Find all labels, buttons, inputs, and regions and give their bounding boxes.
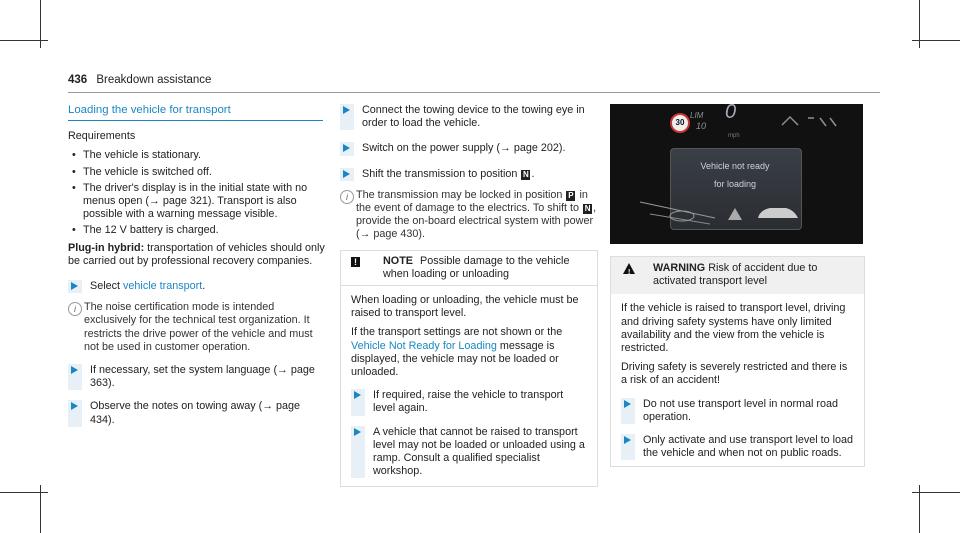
requirement-item: • The vehicle is stationary. xyxy=(68,149,326,162)
gear-p-icon: P xyxy=(568,190,574,200)
requirements-label: Requirements xyxy=(68,130,136,143)
note-title: Possible damage to the vehicle when loading or unloading xyxy=(383,254,570,280)
crop-mark xyxy=(0,40,48,41)
step-towing-notes xyxy=(68,400,326,426)
crop-mark xyxy=(0,492,48,493)
info-icon: i xyxy=(340,190,354,204)
step-select-transport xyxy=(68,280,326,293)
arrow-right-icon xyxy=(71,366,78,374)
step-suffix: . xyxy=(202,280,206,293)
warning-title: Risk of accident due to activated transport level xyxy=(653,262,818,288)
gear-n-icon: N xyxy=(523,169,529,179)
note-box xyxy=(340,250,598,488)
column-1 xyxy=(68,104,326,435)
display-message: for loading xyxy=(713,179,757,189)
crop-mark xyxy=(912,40,960,41)
info-note xyxy=(340,189,598,242)
instrument-cluster-image xyxy=(610,104,863,244)
step-connect-tow xyxy=(340,104,598,130)
gear-n-icon: N xyxy=(584,204,591,214)
vehicle-not-ready-link: Vehicle Not Ready for Loading xyxy=(351,339,497,352)
page-number: 436 xyxy=(68,74,88,86)
note-header xyxy=(341,251,597,286)
step-text: A vehicle that cannot be raised to transport level may not be loaded or unloaded using a ramp. Consult a qualified specialist workshop. xyxy=(373,425,585,478)
plugin-hybrid-note xyxy=(68,242,326,268)
step-power xyxy=(340,142,598,155)
step-text: If necessary, set the system language (→ page 363). xyxy=(90,364,315,390)
arrow-right-icon xyxy=(343,170,350,178)
note-text: If the transport settings are not shown or the xyxy=(351,326,563,339)
step-text: Observe the notes on towing away (→ page 434). xyxy=(90,400,301,426)
vehicle-transport-link[interactable]: vehicle transport xyxy=(123,280,203,293)
arrow-right-icon xyxy=(354,391,361,399)
warning-paragraph: If the vehicle is raised to transport level, driving and driving safety systems have only limited availability and the view from the vehicle is restricted. xyxy=(621,302,846,355)
requirement-item: • The driver's display is in the initial state with no menus open (→ page 321). Transport is also possible with a warning message visible. xyxy=(68,182,326,222)
step-text: Do not use transport level in normal road operation. xyxy=(643,397,839,423)
crop-mark xyxy=(912,492,960,493)
info-text: The transmission may be locked in position xyxy=(356,188,563,201)
limiter-value: 10 xyxy=(696,121,707,131)
note-step xyxy=(351,426,587,479)
note-label: NOTE xyxy=(383,254,413,267)
step-text: Select xyxy=(90,280,121,293)
step-suffix: . xyxy=(531,167,535,180)
arrow-right-icon xyxy=(624,400,631,408)
info-note xyxy=(68,301,326,354)
plugin-label: Plug-in hybrid: xyxy=(68,241,145,254)
step-text: Only activate and use transport level to load the vehicle and when not on public roads. xyxy=(643,434,854,460)
note-text: message is displayed, the vehicle may not be loaded or unloaded. xyxy=(351,339,559,379)
step-text: Connect the towing device to the towing eye in order to load the vehicle. xyxy=(362,104,585,130)
arrow-right-icon xyxy=(343,106,350,114)
speed-limit-sign: 30 xyxy=(670,113,690,133)
arrow-right-icon xyxy=(354,428,361,436)
info-text: , provide the on-board electrical system with power (→ page 430). xyxy=(356,202,597,241)
page-header xyxy=(68,74,211,86)
step-language xyxy=(68,364,326,390)
limiter-label: LIM xyxy=(690,111,704,120)
exclamation-icon: ! xyxy=(351,257,360,267)
plugin-text: transportation of vehicles should only be carried out by professional recovery companies. xyxy=(68,241,325,267)
step-text: If required, raise the vehicle to transport level again. xyxy=(373,389,564,415)
column-2 xyxy=(340,104,598,487)
column-3 xyxy=(610,104,865,467)
step-text: Switch on the power supply (→ page 202). xyxy=(362,142,566,155)
info-icon: i xyxy=(68,302,82,316)
arrow-right-icon xyxy=(71,282,78,290)
warning-mark: ! xyxy=(628,269,631,276)
info-text: in the event of damage to the electrics. To shift to xyxy=(356,188,588,215)
section-title: Loading the vehicle for transport xyxy=(68,104,231,116)
warning-paragraph: Driving safety is severely restricted and there is a risk of an accident! xyxy=(621,361,848,387)
step-text: Shift the transmission to position xyxy=(362,167,518,180)
requirement-item: • The vehicle is switched off. xyxy=(68,166,326,179)
arrow-right-icon xyxy=(71,402,78,410)
note-paragraph xyxy=(351,326,587,379)
step-shift-n xyxy=(340,168,598,181)
display-message: Vehicle not ready xyxy=(700,161,770,171)
header-rule xyxy=(68,92,880,93)
requirement-item: • The 12 V battery is charged. xyxy=(68,224,326,237)
info-text: The noise certification mode is intended exclusively for the technical test organization. It restricts the drive power of the vehicle and must not be used in customer operation. xyxy=(84,301,313,353)
warning-header xyxy=(611,257,864,294)
section-name: Breakdown assistance xyxy=(96,74,212,86)
vehicle-loading-graphic xyxy=(610,174,863,234)
note-step xyxy=(351,389,587,415)
speed-unit: mph xyxy=(728,133,740,139)
assist-icons xyxy=(780,114,840,128)
section-rule xyxy=(68,120,323,121)
speed-value: 0 xyxy=(725,104,737,123)
warning-label: WARNING xyxy=(653,262,706,274)
note-paragraph: When loading or unloading, the vehicle must be raised to transport level. xyxy=(351,294,579,320)
warning-step xyxy=(621,398,854,424)
warning-step xyxy=(621,434,854,460)
warning-box xyxy=(610,256,865,467)
arrow-right-icon xyxy=(624,436,631,444)
arrow-right-icon xyxy=(343,144,350,152)
